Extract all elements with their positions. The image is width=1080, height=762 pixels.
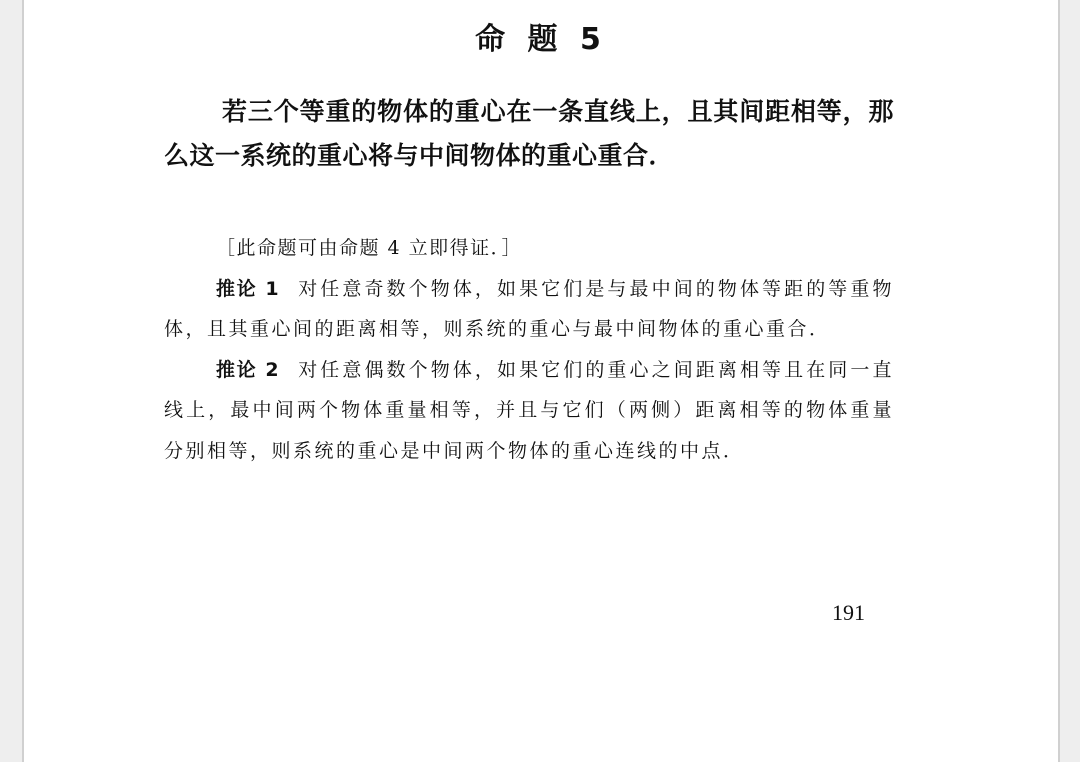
corollary-2 <box>164 350 894 472</box>
proposition-body <box>164 228 894 471</box>
corollary-1 <box>164 269 894 350</box>
corollary-1-text: 对任意奇数个物体，如果它们是与最中间的物体等距的等重物体，且其重心间的距离相等，则系统的重心与最中间物体的重心重合． <box>164 277 894 340</box>
page-number: 191 <box>832 600 865 625</box>
corollary-2-text: 对任意偶数个物体，如果它们的重心之间距离相等且在同一直线上，最中间两个物体重量相等，并且与它们（两侧）距离相等的物体重量分别相等，则系统的重心是中间两个物体的重心连线的中点． <box>164 358 894 462</box>
proposition-title: 命 题 5 <box>475 22 607 57</box>
corollary-2-label: 推论 2 <box>216 358 280 381</box>
document-page <box>22 0 1060 762</box>
corollary-1-label: 推论 1 <box>216 277 280 300</box>
proposition-statement: 若三个等重的物体的重心在一条直线上，且其间距相等，那么这一系统的重心将与中间物体的重心重合． <box>164 97 894 170</box>
proof-note: ［此命题可由命题 4 立即得证．］ <box>216 237 523 259</box>
